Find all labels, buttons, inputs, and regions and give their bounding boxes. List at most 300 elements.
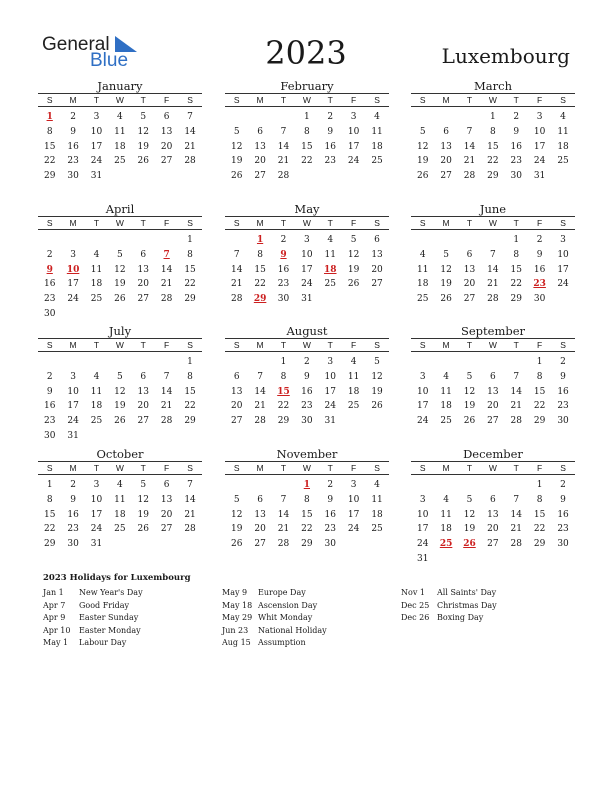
day-cell: 18 [114,509,126,520]
day-cell: 13 [137,264,149,275]
day-cell: 2 [46,371,53,382]
holiday-row [43,587,143,600]
day-cell: 2 [327,480,334,490]
day-cell: 2 [560,357,566,367]
holiday-row [222,587,327,600]
month-title: October [96,447,144,461]
day-cell: 25 [114,156,126,167]
day-cell: 25 [114,524,126,535]
day-cell: 7 [187,480,193,490]
weekday-label: T [280,463,287,473]
day-cell: 7 [163,371,170,382]
month-title: February [280,79,334,93]
day-cell: 22 [510,279,522,290]
holiday-column [222,587,327,650]
month-title: January [97,79,143,93]
weekday-header [411,461,575,475]
day-cell: 19 [230,524,243,535]
day-cell: 9 [70,494,76,505]
day-cell: 23 [277,279,290,290]
holiday-row [401,587,497,600]
weekday-label: S [233,218,240,228]
day-cell: 13 [137,386,149,397]
day-cell: 17 [347,141,360,152]
day-cell: 26 [137,156,149,167]
day-cell: 27 [254,171,266,182]
day-cell: 5 [443,249,449,260]
day-cell: 12 [463,386,476,397]
day-cell: 18 [440,524,452,535]
empty-cell [248,110,271,125]
weekday-label: F [164,95,170,105]
holidays-title: 2023 Holidays for Luxembourg [43,573,191,583]
weekday-label: T [513,218,519,228]
weekday-label: M [69,463,77,473]
day-cell: 26 [230,171,243,182]
day-cell: 16 [557,509,569,520]
day-cell: 14 [184,126,196,137]
weekday-label: W [115,218,124,228]
day-cell: 3 [70,371,76,382]
day-cell: 8 [280,371,287,382]
weekday-label: S [419,218,426,228]
day-cell: 12 [230,509,243,520]
weekday-header [38,216,202,230]
day-cell: 27 [137,416,149,427]
logo-text-blue: Blue [90,50,129,71]
day-cell: 8 [536,494,543,505]
day-cell: 17 [347,509,360,520]
weekday-label: S [560,95,566,105]
weekday-label: S [46,340,53,350]
day-cell: 24 [416,416,429,427]
day-cell: 26 [114,416,126,427]
weekday-label: F [537,95,543,105]
weekday-label: F [164,218,170,228]
weekday-header [38,93,202,107]
empty-cell [458,478,481,493]
empty-cell [481,478,504,493]
holiday-date: Dec 25 [401,600,430,610]
day-cell: 26 [347,279,360,290]
weekday-label: T [93,340,100,350]
day-grid [411,107,575,184]
holiday-name: All Saints' Day [437,588,497,597]
day-cell: 14 [463,141,476,152]
day-cell: 10 [301,249,313,260]
holiday-row [222,637,327,650]
day-cell: 5 [374,357,380,367]
day-cell: 21 [230,279,243,290]
day-cell: 21 [487,279,499,290]
day-cell: 11 [557,126,569,137]
holiday-day-cell: 1 [256,235,264,245]
day-cell: 27 [160,524,173,535]
holiday-date: Jan 1 [43,588,64,597]
day-cell: 11 [440,509,452,520]
weekday-label: T [513,340,519,350]
day-cell: 30 [43,430,56,441]
day-cell: 23 [43,416,56,427]
day-cell: 4 [374,480,380,490]
day-cell: 2 [70,112,76,122]
empty-cell [411,355,434,370]
day-cell: 22 [277,401,290,412]
day-grid [411,475,575,567]
empty-cell [108,233,131,248]
day-cell: 6 [443,126,449,137]
day-cell: 19 [440,279,452,290]
weekday-label: M [256,340,264,350]
day-cell: 15 [184,386,196,397]
empty-cell [225,478,248,493]
day-cell: 1 [187,357,193,367]
day-cell: 15 [301,141,313,152]
month-block [225,79,389,184]
day-cell: 28 [160,294,173,305]
day-cell: 12 [463,509,476,520]
day-cell: 27 [230,416,243,427]
day-cell: 30 [324,539,336,550]
day-cell: 18 [416,279,429,290]
month-block [411,79,575,184]
day-cell: 15 [533,509,546,520]
day-cell: 4 [327,235,334,245]
empty-cell [272,110,295,125]
weekday-label: S [419,95,426,105]
day-cell: 12 [416,141,429,152]
day-cell: 16 [67,141,79,152]
weekday-label: F [351,463,357,473]
day-cell: 7 [513,371,520,382]
empty-cell [411,478,434,493]
day-cell: 30 [277,294,290,305]
day-cell: 19 [114,401,126,412]
empty-cell [108,355,131,370]
day-cell: 19 [463,401,476,412]
day-cell: 22 [533,524,546,535]
day-cell: 5 [233,494,240,505]
day-cell: 6 [374,235,380,245]
day-cell: 19 [137,141,149,152]
day-cell: 26 [416,171,429,182]
day-cell: 24 [557,279,569,290]
day-cell: 19 [137,509,149,520]
day-cell: 6 [233,371,240,382]
day-cell: 10 [347,494,360,505]
day-cell: 29 [301,539,313,550]
day-cell: 8 [187,249,193,260]
weekday-label: T [140,218,146,228]
empty-cell [225,110,248,125]
day-cell: 18 [557,141,569,152]
day-cell: 19 [463,524,476,535]
day-cell: 15 [301,509,313,520]
day-cell: 18 [347,386,360,397]
day-cell: 28 [277,171,290,182]
empty-cell [132,233,155,248]
month-title: April [105,202,135,216]
day-cell: 25 [324,279,336,290]
day-cell: 1 [536,357,543,367]
day-cell: 2 [280,235,287,245]
holiday-row [43,625,143,638]
day-cell: 18 [371,509,383,520]
empty-cell [434,355,457,370]
day-cell: 8 [490,126,496,137]
holiday-day-cell: 23 [533,279,546,290]
empty-cell [434,233,457,248]
day-cell: 27 [463,294,476,305]
day-cell: 6 [490,371,496,382]
day-cell: 17 [557,264,569,275]
weekday-header [38,461,202,475]
empty-cell [458,110,481,125]
weekday-header [411,338,575,352]
day-cell: 31 [533,171,546,182]
day-cell: 22 [184,279,196,290]
weekday-label: T [93,463,100,473]
holiday-name: New Year's Day [79,588,143,597]
day-cell: 6 [466,249,473,260]
day-cell: 16 [277,264,290,275]
day-cell: 22 [301,156,313,167]
day-cell: 10 [324,371,336,382]
weekday-label: S [46,463,53,473]
day-cell: 10 [90,494,103,505]
day-cell: 28 [160,416,173,427]
day-cell: 16 [533,264,546,275]
day-cell: 12 [137,126,149,137]
holiday-day-cell: 1 [303,480,310,490]
day-cell: 24 [90,156,103,167]
day-cell: 15 [487,141,499,152]
weekday-label: T [466,218,473,228]
day-cell: 6 [257,126,263,137]
day-cell: 7 [280,494,287,505]
weekday-label: T [93,218,100,228]
day-cell: 16 [301,386,313,397]
weekday-label: M [69,95,77,105]
day-cell: 31 [90,539,103,550]
day-cell: 7 [187,112,193,122]
day-cell: 25 [557,156,569,167]
day-grid [225,475,389,552]
day-cell: 18 [440,401,452,412]
day-cell: 28 [487,294,499,305]
holiday-day-cell: 9 [46,264,53,275]
weekday-label: M [69,218,77,228]
weekday-label: W [302,95,311,105]
empty-cell [155,233,178,248]
day-cell: 13 [487,386,499,397]
day-cell: 24 [324,401,336,412]
day-cell: 29 [487,171,499,182]
weekday-label: M [256,218,264,228]
empty-cell [132,355,155,370]
weekday-label: S [46,95,53,105]
day-cell: 3 [419,494,426,505]
month-block [38,79,202,184]
holiday-name: Whit Monday [258,613,313,622]
day-grid [38,107,202,184]
day-cell: 10 [347,126,360,137]
day-cell: 8 [257,249,263,260]
day-cell: 9 [327,126,334,137]
day-cell: 1 [513,235,520,245]
day-cell: 8 [46,494,53,505]
day-cell: 21 [510,401,522,412]
day-cell: 13 [254,141,266,152]
weekday-header [225,338,389,352]
weekday-label: W [488,463,497,473]
month-block [38,202,202,322]
weekday-header [38,338,202,352]
day-cell: 12 [114,386,126,397]
day-cell: 4 [443,371,449,382]
day-cell: 12 [347,249,360,260]
day-cell: 11 [347,371,360,382]
day-cell: 31 [301,294,313,305]
day-cell: 29 [43,539,56,550]
day-cell: 14 [160,264,173,275]
day-cell: 29 [510,294,522,305]
weekday-label: F [537,218,543,228]
weekday-label: S [560,463,566,473]
holiday-name: Labour Day [79,638,127,647]
empty-cell [505,478,528,493]
weekday-label: S [187,95,193,105]
weekday-label: T [513,95,519,105]
day-cell: 4 [560,112,566,122]
day-cell: 21 [184,141,196,152]
holiday-row [401,600,497,613]
day-cell: 2 [70,480,76,490]
month-block [38,447,202,552]
day-cell: 17 [324,386,336,397]
day-cell: 9 [536,249,543,260]
empty-cell [272,478,295,493]
day-cell: 24 [301,279,313,290]
day-cell: 23 [67,156,79,167]
empty-cell [61,233,84,248]
holiday-column [43,587,143,650]
day-cell: 9 [70,126,76,137]
day-cell: 10 [557,249,569,260]
day-cell: 21 [463,156,476,167]
day-cell: 23 [510,156,522,167]
day-grid [38,352,202,444]
holiday-day-cell: 29 [253,294,267,305]
day-cell: 24 [90,524,103,535]
day-cell: 20 [137,279,149,290]
month-block [225,447,389,552]
day-cell: 17 [301,264,313,275]
day-cell: 22 [254,279,266,290]
day-cell: 20 [254,524,266,535]
day-cell: 30 [533,294,546,305]
holiday-row [401,612,497,625]
day-cell: 31 [67,430,79,441]
weekday-label: W [115,340,124,350]
holiday-name: Boxing Day [437,613,484,622]
day-grid [411,352,575,429]
day-cell: 22 [533,401,546,412]
day-cell: 14 [254,386,266,397]
empty-cell [248,478,271,493]
weekday-label: F [351,218,357,228]
weekday-label: S [187,218,193,228]
day-cell: 6 [257,494,263,505]
day-cell: 7 [257,371,263,382]
weekday-label: T [280,340,287,350]
holiday-date: Aug 15 [222,638,251,647]
day-cell: 24 [416,539,429,550]
day-cell: 19 [371,386,383,397]
weekday-label: F [351,95,357,105]
weekday-label: S [419,463,426,473]
day-cell: 6 [140,371,147,382]
weekday-label: S [187,340,193,350]
weekday-label: F [164,463,170,473]
day-cell: 27 [440,171,452,182]
day-cell: 6 [163,112,170,122]
holiday-day-cell: 25 [439,539,453,550]
day-cell: 23 [67,524,79,535]
day-cell: 9 [46,386,53,397]
day-cell: 5 [117,371,123,382]
day-cell: 3 [327,357,334,367]
day-cell: 19 [114,279,126,290]
weekday-label: M [69,340,77,350]
day-cell: 26 [114,294,126,305]
weekday-header [225,461,389,475]
day-cell: 10 [416,386,429,397]
weekday-label: S [233,463,240,473]
day-cell: 8 [304,494,310,505]
day-cell: 26 [371,401,383,412]
day-cell: 11 [440,386,452,397]
day-cell: 20 [463,279,476,290]
weekday-label: T [327,463,333,473]
day-cell: 14 [160,386,173,397]
holiday-row [43,612,143,625]
day-cell: 30 [67,171,79,182]
holiday-date: May 29 [222,613,253,622]
holiday-column [401,587,497,625]
day-cell: 17 [67,279,79,290]
day-cell: 26 [137,524,149,535]
country-name: Luxembourg [441,44,570,68]
weekday-label: S [374,340,380,350]
weekday-label: F [351,340,357,350]
day-cell: 8 [187,371,193,382]
day-cell: 29 [533,539,546,550]
holiday-row [43,600,143,613]
day-cell: 16 [510,141,522,152]
day-cell: 15 [184,264,196,275]
weekday-label: S [374,463,380,473]
day-cell: 30 [557,416,569,427]
day-cell: 21 [254,401,266,412]
day-cell: 14 [230,264,243,275]
day-cell: 15 [254,264,266,275]
day-cell: 11 [90,264,103,275]
day-cell: 29 [533,416,546,427]
day-cell: 20 [137,401,149,412]
empty-cell [248,355,271,370]
day-cell: 2 [327,112,334,122]
